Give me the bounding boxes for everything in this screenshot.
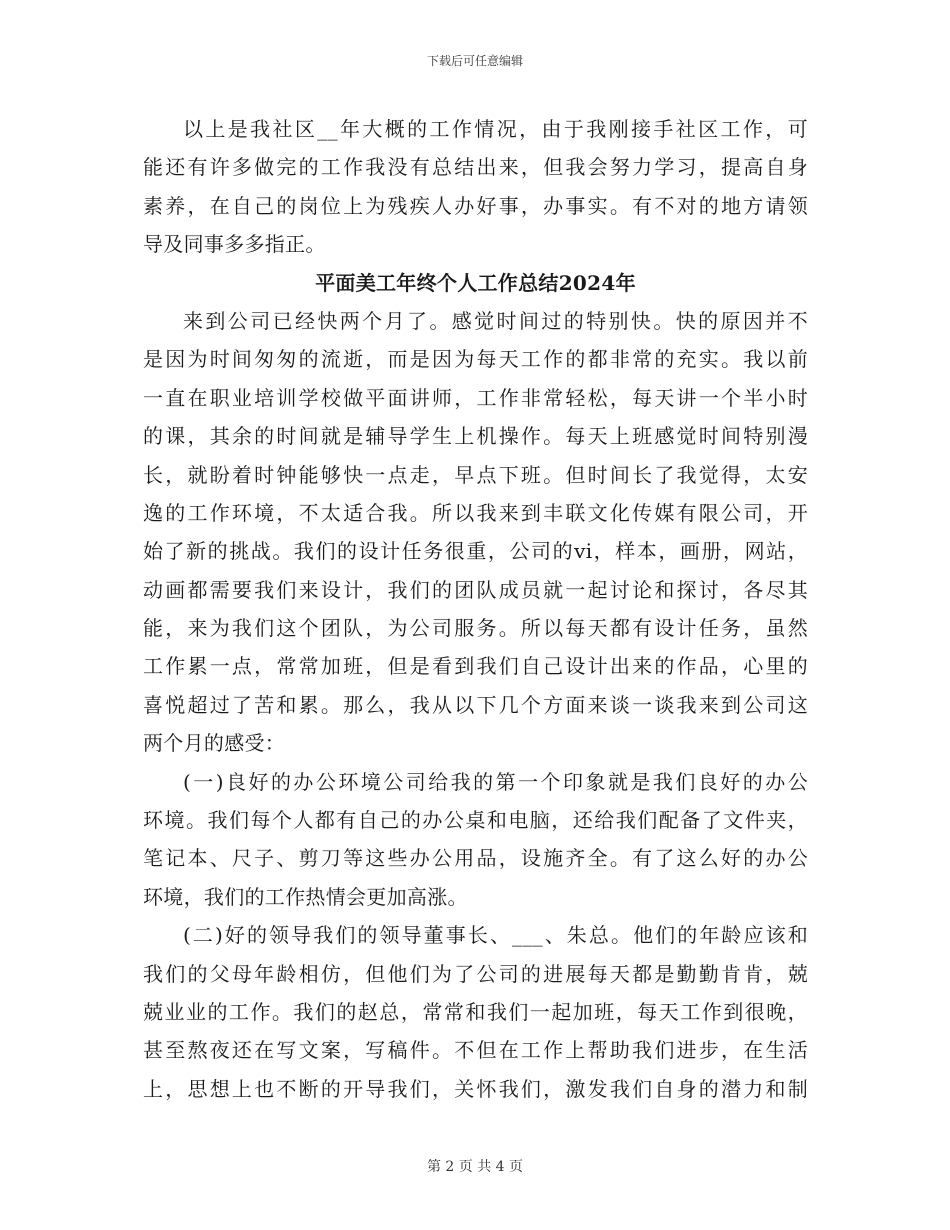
- paragraph-2-line: 工作累一点，常常加班，但是看到我们自己设计出来的作品，心里的: [143, 654, 808, 679]
- page-footer: 第 2 页 共 4 页: [426, 1159, 524, 1175]
- section-title: 平面美工年终个人工作总结2024年: [315, 270, 636, 295]
- paragraph-3-line: 环境，我们的工作热情会更加高涨。: [143, 884, 468, 909]
- paragraph-2-line: 两个月的感受：: [143, 731, 286, 756]
- paragraph-3-line: 环境。我们每个人都有自己的办公桌和电脑，还给我们配备了文件夹，: [143, 808, 808, 833]
- document-body: [143, 110, 808, 1108]
- paragraph-3-line: (一)良好的办公环境公司给我的第一个印象就是我们良好的办公: [183, 769, 808, 794]
- paragraph-2-line: 喜悦超过了苦和累。那么，我从以下几个方面来谈一谈我来到公司这: [143, 692, 808, 717]
- paragraph-4-line: 甚至熬夜还在写文案，写稿件。不但在工作上帮助我们进步，在生活: [143, 1038, 808, 1063]
- paragraph-2-line: 始了新的挑战。我们的设计任务很重，公司的vi，样本，画册，网站，: [143, 539, 808, 564]
- paragraph-4-line: 我们的父母年龄相仿，但他们为了公司的进展每天都是勤勤肯肯，兢: [143, 961, 808, 986]
- paragraph-4-line: 上，思想上也不断的开导我们，关怀我们，激发我们自身的潜力和制: [143, 1076, 808, 1101]
- paragraph-2-line: 动画都需要我们来设计，我们的团队成员就一起讨论和探讨，各尽其: [143, 577, 808, 602]
- paragraph-1-line: 导及同事多多指正。: [143, 232, 326, 257]
- paragraph-2-line: 是因为时间匆匆的流逝，而是因为每天工作的都非常的充实。我以前: [143, 347, 808, 372]
- paragraph-2-line: 的课，其余的时间就是辅导学生上机操作。每天上班感觉时间特别漫: [143, 424, 808, 449]
- paragraph-2-line: 来到公司已经快两个月了。感觉时间过的特别快。快的原因并不: [183, 308, 808, 333]
- paragraph-1-line: 以上是我社区__年大概的工作情况，由于我刚接手社区工作，可: [183, 117, 808, 141]
- paragraph-1-line: 能还有许多做完的工作我没有总结出来，但我会努力学习，提高自身: [143, 155, 808, 180]
- paragraph-2-line: 长，就盼着时钟能够快一点走，早点下班。但时间长了我觉得，太安: [143, 462, 808, 487]
- paragraph-3-line: 笔记本、尺子、剪刀等这些办公用品，设施齐全。有了这么好的办公: [143, 846, 808, 871]
- paragraph-4-line: 兢业业的工作。我们的赵总，常常和我们一起加班，每天工作到很晚，: [143, 999, 808, 1024]
- paragraph-4-line: (二)好的领导我们的领导董事长、___、朱总。他们的年龄应该和: [183, 923, 808, 948]
- paragraph-1-line: 素养，在自己的岗位上为残疾人办好事，办事实。有不对的地方请领: [143, 193, 808, 218]
- page-header: 下载后可任意编辑: [426, 54, 523, 68]
- paragraph-2-line: 能，来为我们这个团队，为公司服务。所以每天都有设计任务，虽然: [143, 616, 808, 641]
- paragraph-2-line: 逸的工作环境，不太适合我。所以我来到丰联文化传媒有限公司，开: [143, 500, 808, 525]
- paragraph-2-line: 一直在职业培训学校做平面讲师，工作非常轻松，每天讲一个半小时: [143, 385, 808, 410]
